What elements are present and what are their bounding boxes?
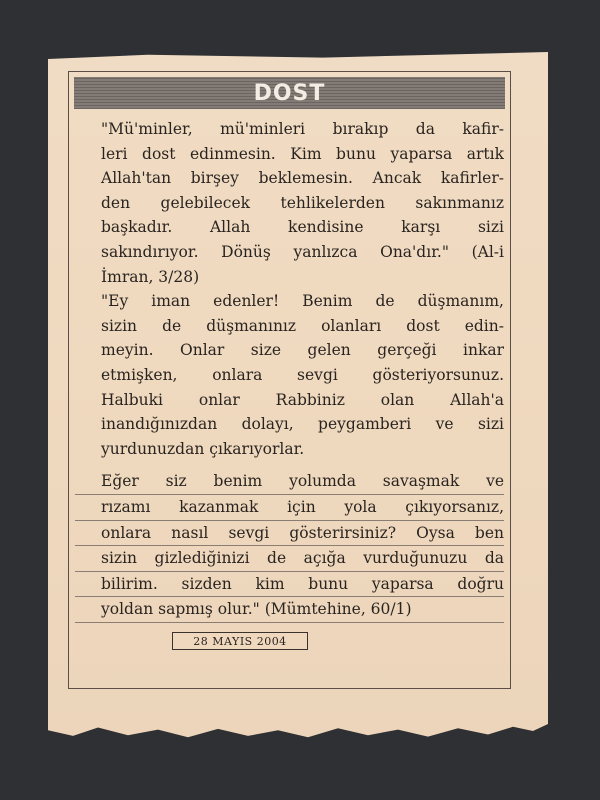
text-line: etmişken, onlara sevgi gösteriyorsunuz. — [101, 365, 504, 384]
paragraph-3 — [75, 469, 504, 623]
text-line: onlara nasıl sevgi gösterirsiniz? Oysa ben — [75, 521, 504, 547]
text-line: sizin de düşmanınız olanları dost edin- — [101, 316, 504, 335]
text-line: meyin. Onlar size gelen gerçeği inkar — [101, 341, 504, 360]
text-line: leri dost edinmesin. Kim bunu yaparsa artık — [101, 144, 504, 163]
text-line: başkadır. Allah kendisine karşı sizi — [101, 218, 504, 237]
article-frame — [68, 71, 511, 689]
text-line: "Ey iman edenler! Benim de düşmanım, — [101, 292, 504, 311]
text-line: Allah'tan birşey beklemesin. Ancak kafirler- — [101, 169, 504, 188]
text-line: sakındırıyor. Dönüş yanlızca Ona'dır." (Al-i — [101, 242, 504, 261]
text-line: bilirim. sizden kim bunu yaparsa doğru — [75, 572, 504, 598]
text-line: rızamı kazanmak için yola çıkıyorsanız, — [75, 495, 504, 521]
text-line: Halbuki onlar Rabbiniz olan Allah'a — [101, 390, 504, 409]
article-body — [75, 117, 504, 623]
text-line: Eğer siz benim yolumda savaşmak ve — [75, 469, 504, 495]
text-line: "Mü'minler, mü'minleri bırakıp da kafir- — [101, 120, 504, 138]
article-title: DOST — [253, 80, 326, 106]
date-stamp: 28 MAYIS 2004 — [172, 632, 308, 650]
text-line: yurdunuzdan çıkarıyorlar. — [101, 439, 305, 458]
text-line: İmran, 3/28) — [101, 267, 200, 286]
text-line: den gelebilecek tehlikelerden sakınmanız — [101, 193, 504, 212]
text-line: sizin gizlediğinizi de açığa vurduğunuzu da — [75, 546, 504, 572]
title-banner — [74, 77, 505, 109]
paragraph-1 — [75, 117, 504, 289]
text-line: inandığınızdan dolayı, peygamberi ve sizi — [101, 415, 504, 434]
paragraph-2 — [75, 289, 504, 461]
text-line: yoldan sapmış olur." (Mümtehine, 60/1) — [75, 597, 504, 623]
